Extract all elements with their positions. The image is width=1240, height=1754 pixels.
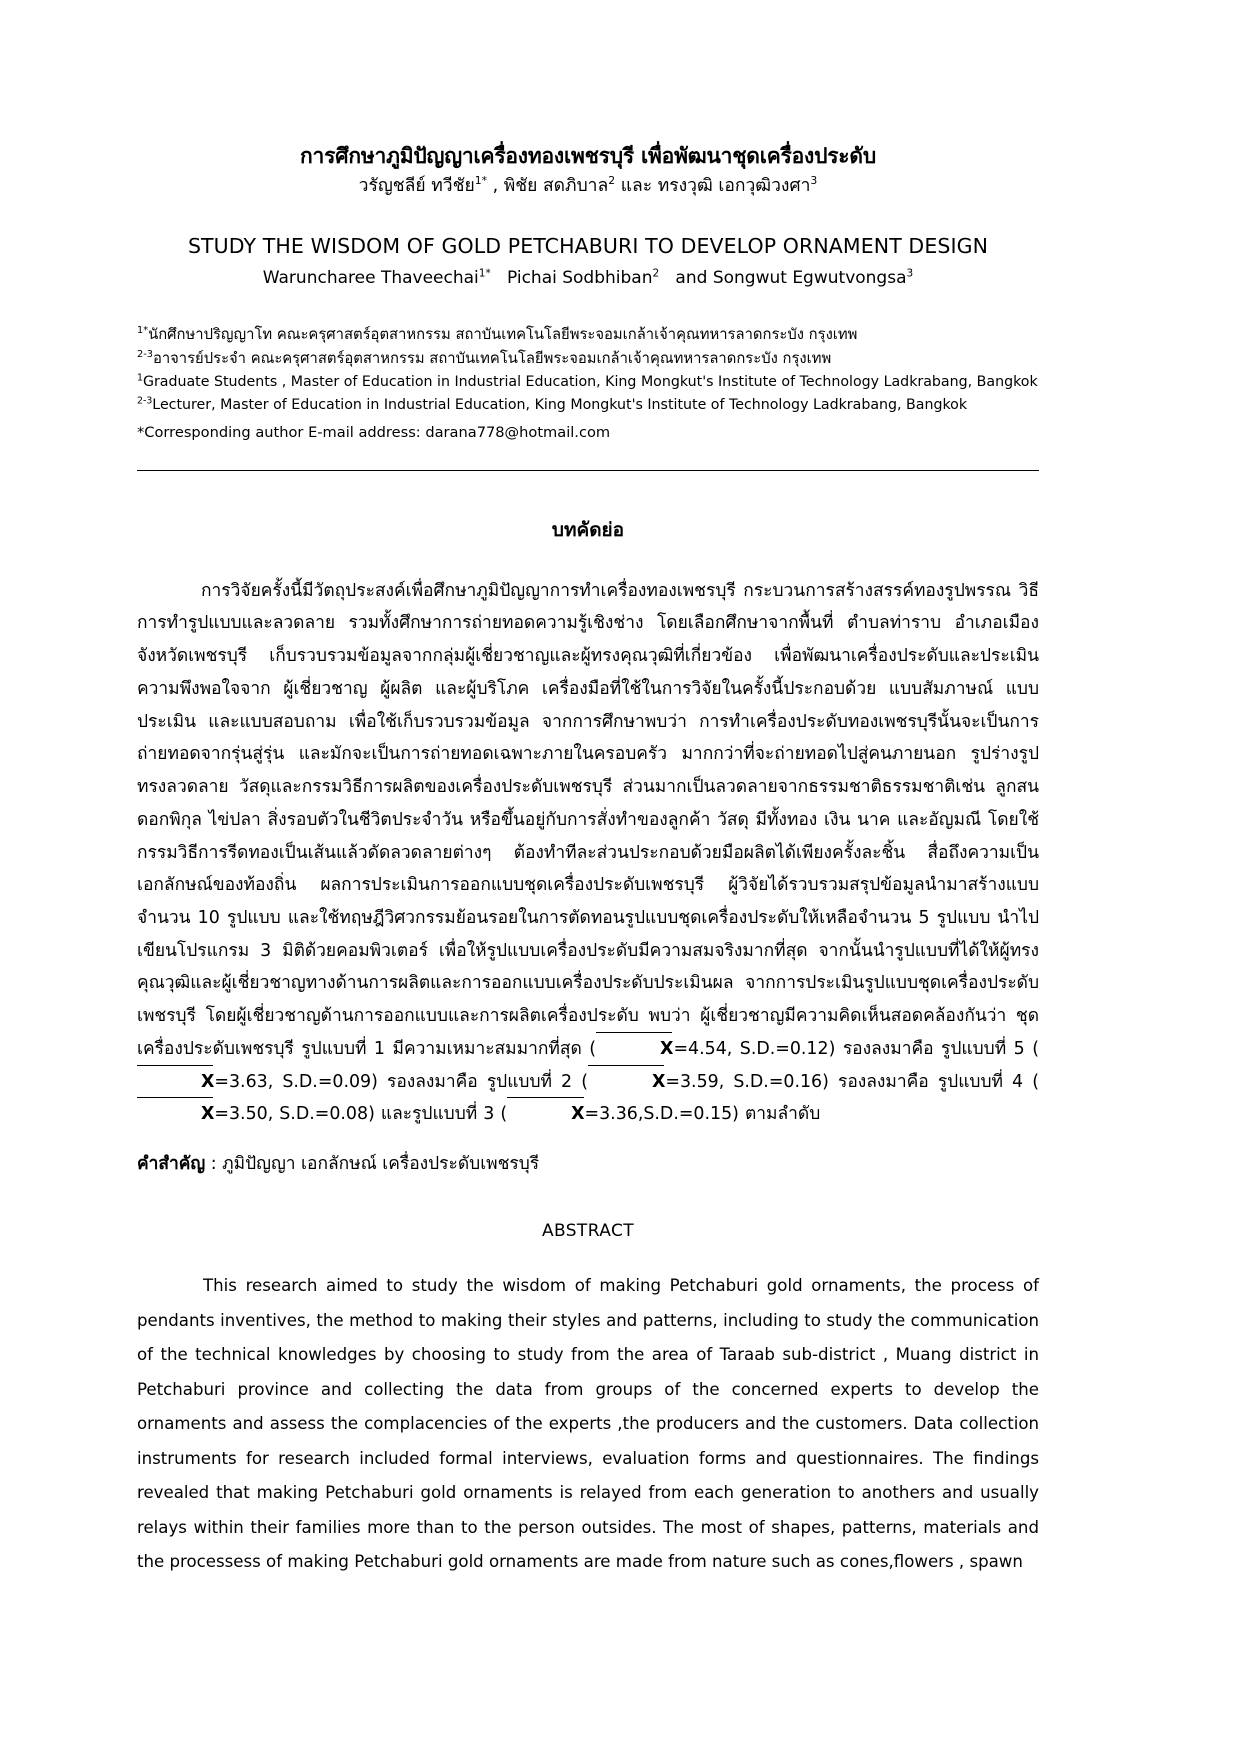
thai-author-1-name: วรัญชลีย์ ทวีชัย (358, 176, 475, 197)
keywords-label: คำสำคัญ (137, 1154, 206, 1175)
thai-author-separator-2: และ (615, 176, 658, 197)
thai-abstract-text-part-6: ) ตามลำดับ (732, 1104, 821, 1125)
affiliations-block (137, 323, 1039, 446)
thai-author-line (137, 173, 1039, 199)
keywords-value: ภูมิปัญญา เอกลักษณ์ เครื่องประดับเพชรบุรี (222, 1154, 540, 1175)
thai-abstract-text-part-2: ) รองลงมาคือ รูปแบบที่ 5 ( (828, 1038, 1039, 1059)
thai-abstract-text-part-1: การวิจัยครั้งนี้มีวัตถุประสงค์เพื่อศึกษาภูมิปัญญาการทำเครื่องทองเพชรบุรี กระบวนการสร้างสรรค์ทองรูปพรรณ วิธีการทำรูปแบบและลวดลาย รวมทั้งศึกษาการถ่ายทอดความรู้เชิงช่าง โดยเลือกศึกษาจากพื้นที่ ตำบลท่าราบ อำเภอเมือง จังหวัดเพชรบุรี เก็บรวบรวมข้อมูลจากกลุ่มผู้เชี่ยวชาญและผู้ทรงคุณวุฒิที่เกี่ยวข้อง เพื่อพัฒนาเครื่องประดับและประเมินความพึงพอใจจาก ผู้เชี่ยวชาญ ผู้ผลิต และผู้บริโภค เครื่องมือที่ใช้ในการวิจัยในครั้งนี้ประกอบด้วย แบบสัมภาษณ์ แบบประเมิน และแบบสอบถาม เพื่อใช้เก็บรวบรวมข้อมูล จากการศึกษาพบว่า การทำเครื่องประดับทองเพชรบุรีนั้นจะเป็นการถ่ายทอดจากรุ่นสู่รุ่น และมักจะเป็นการถ่ายทอดเฉพาะภายในครอบครัว มากกว่าที่จะถ่ายทอดไปสู่คนภายนอก รูปร่างรูปทรงลวดลาย วัสดุและกรรมวิธีการผลิตของเครื่องประดับเพชรบุรี ส่วนมากเป็นลวดลายจากธรรมชาติธรรมชาติเช่น ลูกสน ดอกพิกุล ไข่ปลา สิ่งรอบตัวในชีวิตประจำวัน หรือขึ้นอยู่กับการสั่งทำของลูกค้า วัสดุ มีทั้งทอง เงิน นาค และอัญมณี โดยใช้กรรมวิธีการรีดทองเป็นเส้นแล้วดัดลวดลายต่างๆ ต้องทำทีละส่วนประกอบด้วยมือผลิตได้เพียงครั้งละชิ้น สื่อถึงความเป็นเอกลักษณ์ของท้องถิ่น ผลการประเมินการออกแบบชุดเครื่องประดับเพชรบุรี ผู้วิจัยได้รวบรวมสรุปข้อมูลนำมาสร้างแบบ จำนวน 10 รูปแบบ และใช้ทฤษฎีวิศวกรรมย้อนรอยในการตัดทอนรูปแบบชุดเครื่องประดับให้เหลือจำนวน 5 รูปแบบ นำไปเขียนโปรแกรม 3 มิติด้วยคอมพิวเตอร์ เพื่อให้รูปแบบเครื่องประดับมีความสมจริงมากที่สุด จากนั้นนำรูปแบบที่ได้ให้ผู้ทรงคุณวุฒิและผู้เชี่ยวชาญทางด้านการผลิตและการออกแบบเครื่องประดับประเมินผล จากการประเมินรูปแบบชุดเครื่องประดับเพชรบุรี โดยผู้เชี่ยวชาญด้านการออกแบบและการผลิตเครื่องประดับ พบว่า ผู้เชี่ยวชาญมีความคิดเห็นสอดคล้องกันว่า ชุดเครื่องประดับเพชรบุรี รูปแบบที่ 1 มีความเหมาะสมมากที่สุด ( (137, 580, 1039, 1059)
thai-abstract-heading: บทคัดย่อ (551, 518, 625, 541)
affiliation-text: อาจารย์ประจำ คณะครุศาสตร์อุตสาหกรรม สถาบันเทคโนโลยีพระจอมเกล้าเจ้าคุณทหารลาดกระบัง กรุงเทพ (152, 350, 832, 367)
x-bar-symbol: X (137, 1098, 214, 1131)
thai-author-1-mark: 1* (474, 174, 488, 188)
thai-author-2-name: พิชัย สดภิบาล (503, 176, 609, 197)
affiliation-line (137, 394, 1039, 417)
english-author-1-name: Waruncharee Thaveechai (262, 268, 479, 289)
thai-abstract-text-part-3: ) รองลงมาคือ รูปแบบที่ 2 ( (371, 1071, 588, 1092)
english-author-2-mark: 2 (652, 267, 660, 280)
affiliation-mark: 1* (137, 325, 149, 337)
thai-abstract-text-part-5: ) และรูปแบบที่ 3 ( (368, 1104, 508, 1125)
thai-abstract-paragraph (137, 575, 1039, 1131)
english-author-separator-2: and (659, 268, 713, 289)
affiliation-text: นักศึกษาปริญญาโท คณะครุศาสตร์อุตสาหกรรม สถาบันเทคโนโลยีพระจอมเกล้าเจ้าคุณทหารลาดกระบัง กรุงเทพ (148, 326, 858, 344)
affiliation-line (137, 371, 1039, 394)
affiliation-text: Graduate Students , Master of Education in Industrial Education, King Mongkut's Institute of Technology Ladkrabang, Bangkok (142, 373, 1038, 390)
x-bar-symbol: X (507, 1098, 584, 1131)
corresponding-author-email[interactable]: *Corresponding author E-mail address: darana778@hotmail.com (137, 423, 611, 441)
affiliation-mark: 2-3 (137, 349, 153, 361)
english-author-3-mark: 3 (906, 267, 914, 280)
english-author-1-mark: 1* (478, 267, 491, 280)
thai-abstract-text-part-4: ) รองลงมาคือ รูปแบบที่ 4 ( (822, 1071, 1039, 1092)
english-title: STUDY THE WISDOM OF GOLD PETCHABURI TO DEVELOP ORNAMENT DESIGN (187, 233, 989, 258)
english-author-3-name: Songwut Egwutvongsa (712, 268, 907, 289)
x-bar-symbol: X (588, 1066, 665, 1099)
keywords-separator: : (205, 1154, 223, 1175)
english-abstract-paragraph: This research aimed to study the wisdom of making Petchaburi gold ornaments, the process of pendants inventives, the method to making their styles and patterns, including to study the communication of the technical knowledges by choosing to study from the area of Taraab sub-district , Muang district in Petchaburi province and collecting the data from groups of the concerned experts to develop the ornaments and assess the complacencies of the experts ,the producers and the customers. Data collection instruments for research included formal interviews, evaluation forms and questionnaires. The findings revealed that making Petchaburi gold ornaments is relayed from each generation to anothers and usually relays within their families more than to the person outsides. The most of shapes, patterns, materials and the processess of making Petchaburi gold ornaments are made from nature such as cones,flowers , spawn (137, 1276, 1039, 1572)
keywords-line (137, 1148, 1039, 1181)
thai-author-3-mark: 3 (810, 174, 818, 188)
english-author-line (137, 267, 1039, 291)
thai-author-separator-1: , (487, 176, 504, 197)
english-author-2-name: Pichai Sodbhiban (506, 268, 653, 289)
affiliation-line (137, 347, 1039, 371)
header-divider (137, 470, 1039, 471)
page-content-column (137, 0, 1039, 1596)
thai-abstract-stat-3: =3.59, S.D.=0.16 (665, 1071, 823, 1092)
title-block (137, 0, 1039, 291)
english-author-separator-1 (491, 268, 507, 288)
affiliation-text: Lecturer, Master of Education in Industrial Education, King Mongkut's Institute of Technology Ladkrabang, Bangkok (152, 396, 968, 413)
x-bar-symbol: X (137, 1066, 214, 1099)
thai-abstract-stat-5: =3.36,S.D.=0.15 (584, 1104, 733, 1125)
thai-abstract-stat-1: =4.54, S.D.=0.12 (673, 1038, 829, 1059)
affiliation-line (137, 323, 1039, 347)
affiliation-mark: 2-3 (137, 395, 153, 407)
thai-abstract-stat-4: =3.50, S.D.=0.08 (214, 1104, 369, 1125)
thai-author-2-mark: 2 (608, 174, 616, 188)
thai-title: การศึกษาภูมิปัญญาเครื่องทองเพชรบุรี เพื่อพัฒนาชุดเครื่องประดับ (300, 144, 876, 168)
affiliation-mark: 1 (137, 372, 143, 384)
x-bar-symbol: X (596, 1033, 673, 1066)
thai-author-3-name: ทรงวุฒิ เอกวุฒิวงศา (657, 176, 811, 197)
thai-abstract-stat-2: =3.63, S.D.=0.09 (214, 1071, 372, 1092)
english-abstract-heading: ABSTRACT (541, 1221, 635, 1242)
